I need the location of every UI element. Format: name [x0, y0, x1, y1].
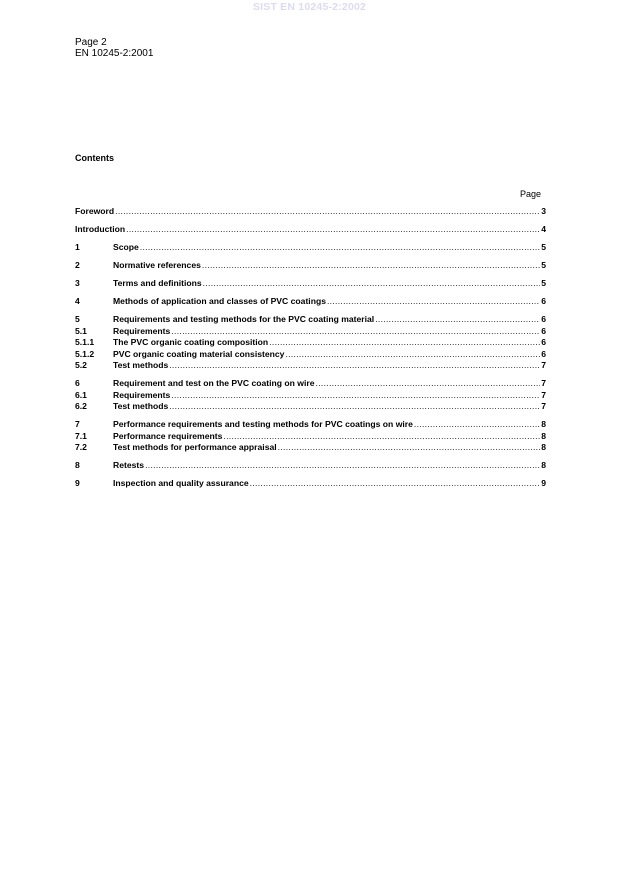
- dot-leader: [285, 349, 540, 361]
- toc-entry[interactable]: [75, 478, 546, 490]
- toc-number: 7.2: [75, 442, 87, 452]
- toc-entry[interactable]: [75, 349, 546, 361]
- toc-page: 7: [541, 389, 546, 400]
- dot-leader: [169, 401, 540, 413]
- page-number: Page 2: [75, 37, 107, 48]
- toc-title: Scope: [113, 242, 139, 252]
- watermark: SIST EN 10245-2:2002: [252, 1, 367, 13]
- page-column-label: Page: [519, 189, 541, 199]
- toc-title: PVC organic coating material consistency: [113, 348, 285, 359]
- toc-title: Test methods: [113, 360, 169, 370]
- toc-title: Foreword: [75, 206, 115, 216]
- dot-leader: [223, 431, 540, 443]
- toc-page: 6: [541, 296, 546, 306]
- toc-title: Performance requirements and testing methods for PVC coatings on wire: [113, 419, 413, 429]
- toc-entry[interactable]: [75, 360, 546, 372]
- toc-number: 7: [75, 419, 80, 429]
- toc-number: 6.1: [75, 389, 87, 400]
- dot-leader: [169, 360, 540, 372]
- dot-leader: [327, 296, 540, 308]
- toc-title: The PVC organic coating composition: [113, 337, 269, 347]
- toc-number: 5: [75, 314, 80, 324]
- toc-page: 4: [541, 224, 546, 234]
- toc-title: Methods of application and classes of PVC coatings: [113, 296, 326, 306]
- toc-entry[interactable]: [75, 206, 546, 218]
- toc-entry[interactable]: [75, 337, 546, 349]
- toc-number: 6.2: [75, 401, 87, 411]
- toc-title: Requirements and testing methods for the PVC coating material: [113, 314, 375, 324]
- toc-page: 7: [541, 378, 546, 388]
- dot-leader: [203, 278, 541, 290]
- dot-leader: [202, 260, 540, 272]
- toc-entry[interactable]: [75, 442, 546, 454]
- toc-number: 2: [75, 260, 80, 270]
- toc-number: 7.1: [75, 430, 87, 441]
- toc-title: Test methods for performance appraisal: [113, 442, 277, 452]
- dot-leader: [140, 242, 540, 254]
- toc-page: 7: [541, 401, 546, 411]
- dot-leader: [115, 206, 540, 218]
- toc-number: 8: [75, 460, 80, 470]
- toc-title: Retests: [113, 460, 145, 470]
- toc-title: Terms and definitions: [113, 278, 202, 288]
- toc-entry[interactable]: [75, 431, 546, 443]
- dot-leader: [250, 478, 541, 490]
- page-header: [75, 37, 153, 59]
- toc-title: Requirements: [113, 325, 171, 336]
- toc-title: Requirements: [113, 389, 171, 400]
- toc-entry[interactable]: [75, 224, 546, 236]
- toc-page: 7: [541, 360, 546, 370]
- toc-title: Normative references: [113, 260, 201, 270]
- toc-number: 6: [75, 378, 80, 388]
- toc-entry[interactable]: [75, 296, 546, 308]
- toc-page: 5: [541, 260, 546, 270]
- toc-number: 5.1: [75, 325, 87, 336]
- toc-title: Test methods: [113, 401, 169, 411]
- dot-leader: [126, 224, 540, 236]
- toc-entry[interactable]: [75, 460, 546, 472]
- toc-title: Inspection and quality assurance: [113, 478, 249, 488]
- toc-entry[interactable]: [75, 378, 546, 390]
- toc-page: 6: [541, 325, 546, 336]
- dot-leader: [278, 442, 541, 454]
- toc-page: 6: [541, 348, 546, 359]
- toc-entry[interactable]: [75, 401, 546, 413]
- toc-page: 6: [541, 314, 546, 324]
- toc-number: 5.1.1: [75, 337, 95, 347]
- toc-page: 8: [541, 430, 546, 441]
- toc-page: 6: [541, 337, 546, 347]
- toc-page: 5: [541, 242, 546, 252]
- dot-leader: [269, 337, 540, 349]
- dot-leader: [145, 460, 540, 472]
- toc-entry[interactable]: [75, 260, 546, 272]
- toc-page: 8: [541, 419, 546, 429]
- dot-leader: [171, 326, 540, 338]
- toc-number: 1: [75, 242, 80, 252]
- toc-page: 8: [541, 460, 546, 470]
- standard-id: EN 10245-2:2001: [75, 48, 154, 59]
- toc-title: Introduction: [75, 224, 126, 234]
- toc-entry[interactable]: [75, 278, 546, 290]
- dot-leader: [375, 314, 540, 326]
- toc-number: 5.2: [75, 360, 87, 370]
- toc-number: 3: [75, 278, 80, 288]
- toc-entry[interactable]: [75, 314, 546, 326]
- toc-number: 5.1.2: [75, 348, 95, 359]
- toc-page: 5: [541, 278, 546, 288]
- dot-leader: [316, 378, 541, 390]
- toc-page: 9: [541, 478, 546, 488]
- toc-title: Performance requirements: [113, 430, 223, 441]
- toc-number: 9: [75, 478, 80, 488]
- toc-entry[interactable]: [75, 242, 546, 254]
- toc-entry[interactable]: [75, 419, 546, 431]
- toc-page: 3: [541, 206, 546, 216]
- toc-entry[interactable]: [75, 326, 546, 338]
- dot-leader: [414, 419, 540, 431]
- dot-leader: [171, 390, 540, 402]
- toc-number: 4: [75, 296, 80, 306]
- contents-heading: Contents: [75, 153, 114, 163]
- toc-entry[interactable]: [75, 390, 546, 402]
- table-of-contents: [75, 206, 546, 490]
- toc-page: 8: [541, 442, 546, 452]
- toc-title: Requirement and test on the PVC coating on wire: [113, 378, 315, 388]
